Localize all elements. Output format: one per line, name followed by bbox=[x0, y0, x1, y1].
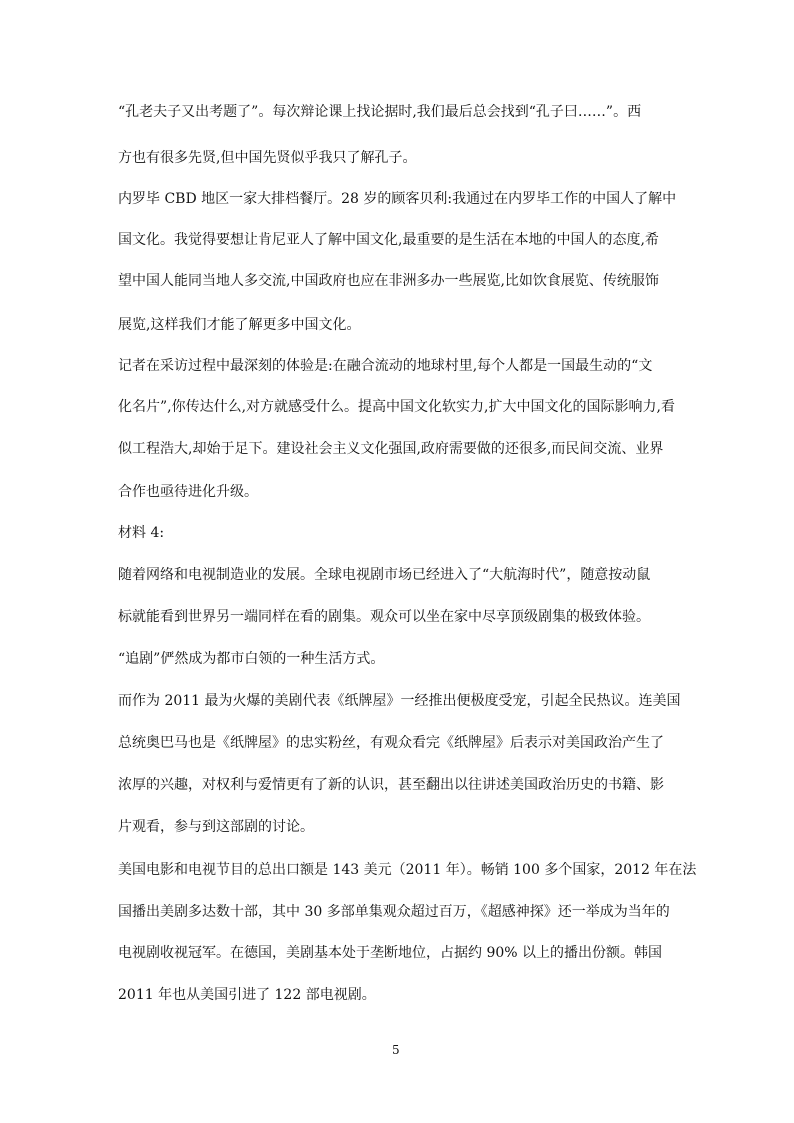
text-line: 总统奥巴马也是《纸牌屋》的忠实粉丝，有观众看完《纸牌屋》后表示对美国政治产生了 bbox=[118, 735, 664, 751]
text-line: 材料 4: bbox=[118, 525, 165, 541]
text-line: 方也有很多先贤,但中国先贤似乎我只了解孔子。 bbox=[118, 150, 417, 166]
page-number: 5 bbox=[392, 1043, 400, 1057]
text-line: 记者在采访过程中最深刻的体验是:在融合流动的地球村里,每个人都是一国最生动的“文 bbox=[118, 358, 653, 374]
text-line: 内罗毕 CBD 地区一家大排档餐厅。28 岁的顾客贝利:我通过在内罗毕工作的中国人了解中 bbox=[118, 191, 677, 207]
text-line: 随着网络和电视制造业的发展。全球电视剧市场已经进入了“大航海时代”，随意按动鼠 bbox=[118, 567, 651, 583]
text-line: 片观看，参与到这部剧的讨论。 bbox=[118, 819, 314, 835]
text-line: 浓厚的兴趣，对权利与爱情更有了新的认识，甚至翻出以往讲述美国政治历史的书籍、影 bbox=[118, 777, 664, 793]
text-line: “追剧”俨然成为都市白领的一种生活方式。 bbox=[118, 651, 385, 667]
text-line: 美国电影和电视节目的总出口额是 143 美元（2011 年）。畅销 100 多个国家，2012 年在法 bbox=[118, 862, 697, 878]
text-line: 标就能看到世界另一端同样在看的剧集。观众可以坐在家中尽享顶级剧集的极致体验。 bbox=[118, 609, 650, 625]
text-line: 国播出美剧多达数十部，其中 30 多部单集观众超过百万，《超感神探》还一举成为当年的 bbox=[118, 904, 670, 920]
text-line: 展览,这样我们才能了解更多中国文化。 bbox=[118, 317, 361, 333]
text-line: 似工程浩大,却始于足下。建设社会主义文化强国,政府需要做的还很多,而民间交流、业界 bbox=[118, 441, 664, 457]
text-line: 2011 年也从美国引进了 122 部电视剧。 bbox=[118, 987, 376, 1003]
text-line: 化名片”,你传达什么,对方就感受什么。提高中国文化软实力,扩大中国文化的国际影响力,看 bbox=[118, 399, 675, 415]
text-line: 望中国人能同当地人多交流,中国政府也应在非洲多办一些展览,比如饮食展览、传统服饰 bbox=[118, 273, 659, 289]
text-line: “孔老夫子又出考题了”。每次辩论课上找论据时,我们最后总会找到“孔子曰……”。西 bbox=[118, 104, 642, 120]
text-line: 电视剧收视冠军。在德国，美剧基本处于垄断地位，占据约 90% 以上的播出份额。韩国 bbox=[118, 945, 663, 961]
text-line: 国文化。我觉得要想让肯尼亚人了解中国文化,最重要的是生活在本地的中国人的态度,希 bbox=[118, 232, 659, 248]
text-line: 合作也亟待进化升级。 bbox=[118, 484, 258, 500]
text-line: 而作为 2011 最为火爆的美剧代表《纸牌屋》一经推出便极度受宠，引起全民热议。连美国 bbox=[118, 693, 681, 709]
